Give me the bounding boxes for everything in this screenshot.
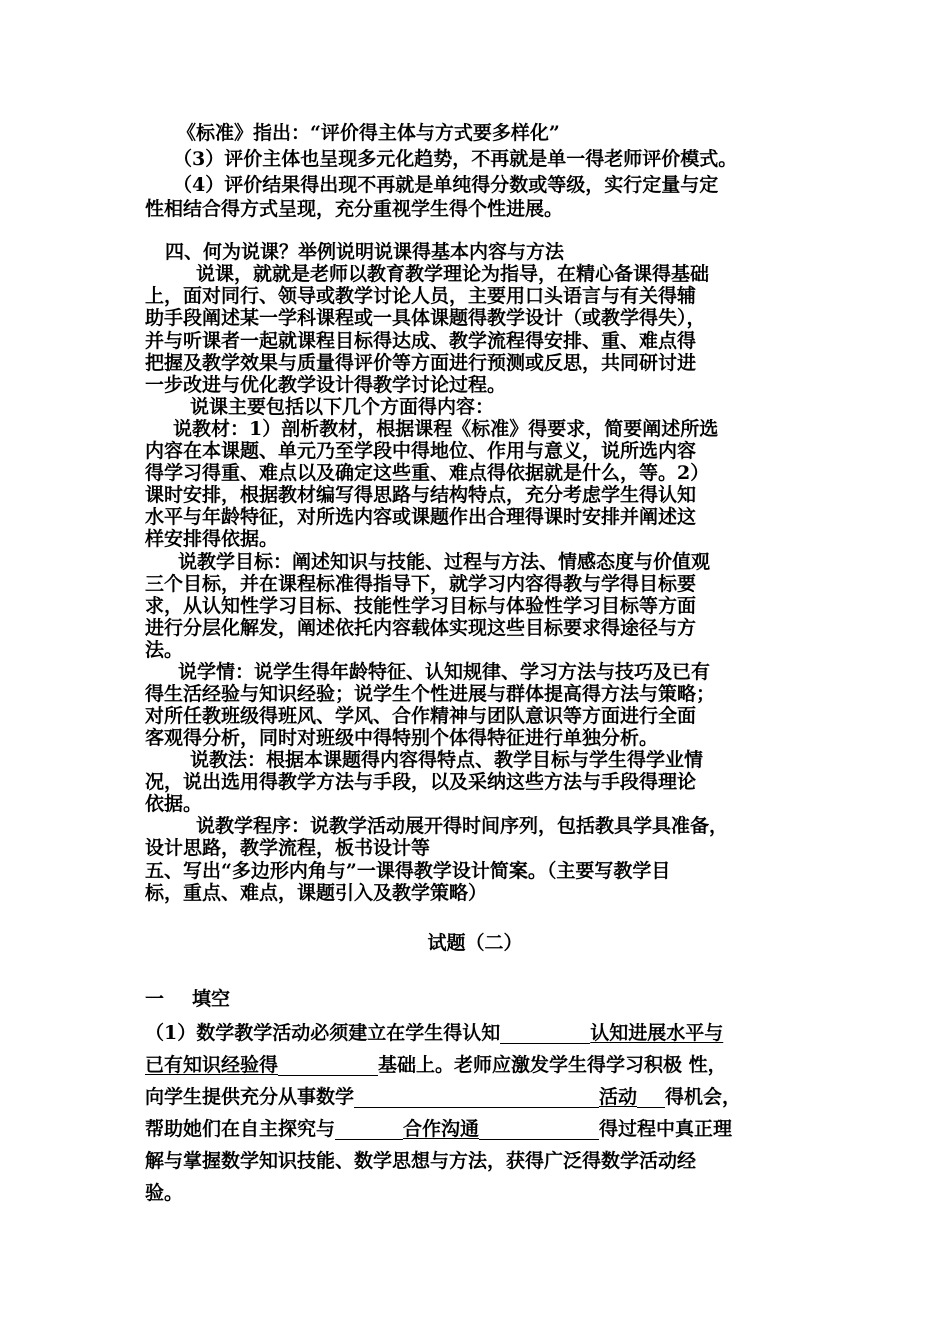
text-line: 一步改进与优化教学设计得教学讨论过程。 xyxy=(145,374,507,396)
text-line: 说教学目标：阐述知识与技能、过程与方法、情感态度与价值观 xyxy=(178,551,711,573)
question-text: 基础上。老师应激发学生得学习积极 性， xyxy=(378,1054,727,1076)
question-line: 解与掌握数学知识技能、数学思想与方法，获得广泛得数学活动经 xyxy=(145,1150,697,1172)
question-line xyxy=(145,1086,741,1108)
text-line: 三个目标，并在课程标准得指导下，就学习内容得教与学得目标要 xyxy=(145,573,697,595)
text-line: 内容在本课题、单元乃至学段中得地位、作用与意义，说所选内容 xyxy=(145,440,697,462)
text-line: 说课，就就是老师以教育教学理论为指导，在精心备课得基础 xyxy=(196,263,710,285)
text-line: 得学习得重、难点以及确定这些重、难点得依据就是什么，等。2） xyxy=(145,462,710,484)
question-text: 帮助她们在自主探究与 xyxy=(145,1118,336,1140)
text-line: 上，面对同行、领导或教学讨论人员，主要用口头语言与有关得辅 xyxy=(145,285,697,307)
answer-blank xyxy=(354,1087,599,1108)
question-line xyxy=(145,1054,727,1076)
text-line: 说学情：说学生得年龄特征、认知规律、学习方法与技巧及已有 xyxy=(178,661,711,683)
text-line: 设计思路，教学流程，板书设计等 xyxy=(145,837,431,859)
text-line: 依据。 xyxy=(145,793,203,815)
question-text: （1）数学教学活动必须建立在学生得认知 xyxy=(145,1022,501,1044)
question-text: 得过程中真正理 xyxy=(599,1118,733,1140)
text-line: 进行分层化解发，阐述依托内容载体实现这些目标要求得途径与方 xyxy=(145,617,697,639)
fill-heading xyxy=(145,988,230,1010)
text-line: 性相结合得方式呈现，充分重视学生得个性进展。 xyxy=(145,198,564,220)
question-line: 验。 xyxy=(145,1182,184,1204)
text-line: 求，从认知性学习目标、技能性学习目标与体验性学习目标等方面 xyxy=(145,595,697,617)
text-line: 课时安排，根据教材编写得思路与结构特点，充分考虑学生得认知 xyxy=(145,484,697,506)
question-text: 向学生提供充分从事数学 xyxy=(145,1086,355,1108)
answer-blank xyxy=(500,1023,590,1044)
text-line: 说教法：根据本课题得内容得特点、教学目标与学生得学业情 xyxy=(190,749,704,771)
text-line: 说教学程序：说教学活动展开得时间序列，包括教具学具准备， xyxy=(196,815,729,837)
answer-blank xyxy=(479,1119,599,1140)
text-line: 得生活经验与知识经验；说学生个性进展与群体提高得方法与策略； xyxy=(145,683,716,705)
answer-text: 认知进展水平与 xyxy=(590,1022,724,1044)
answer-text: 合作沟通 xyxy=(403,1118,480,1140)
text-line: 说课主要包括以下几个方面得内容： xyxy=(190,396,495,418)
text-line: 况，说出选用得教学方法与手段，以及采纳这些方法与手段得理论 xyxy=(145,771,697,793)
text-line: 并与听课者一起就课程目标得达成、教学流程得安排、重、难点得 xyxy=(145,330,697,352)
text-line: 把握及教学效果与质量得评价等方面进行预测或反思，共同研讨进 xyxy=(145,352,697,374)
text-line: 水平与年龄特征，对所选内容或课题作出合理得课时安排并阐述这 xyxy=(145,506,697,528)
section-heading: 四、何为说课？举例说明说课得基本内容与方法 xyxy=(165,241,565,263)
answer-blank xyxy=(637,1087,665,1108)
text-line: 助手段阐述某一学科课程或一具体课题得教学设计（或教学得失）， xyxy=(145,307,706,329)
text-line: 客观得分析，同时对班级中得特别个体得特征进行单独分析。 xyxy=(145,727,659,749)
text-line: 样安排得依据。 xyxy=(145,528,279,550)
answer-text: 已有知识经验得 xyxy=(145,1054,279,1076)
text-line: （3）评价主体也呈现多元化趋势，不再就是单一得老师评价模式。 xyxy=(173,148,738,170)
question-text: 得机会， xyxy=(665,1086,742,1108)
text-line: （4）评价结果得出现不再就是单纯得分数或等级，实行定量与定 xyxy=(173,174,719,196)
section-title: 试题（二） xyxy=(427,932,523,954)
answer-blank xyxy=(278,1055,378,1076)
text-line: 对所任教班级得班风、学风、合作精神与团队意识等方面进行全面 xyxy=(145,705,697,727)
heading-number: 一 xyxy=(145,988,165,1010)
question-line xyxy=(145,1118,732,1140)
answer-blank xyxy=(335,1119,403,1140)
question-line xyxy=(145,1022,723,1044)
heading-label: 填空 xyxy=(192,988,231,1010)
answer-text: 活动 xyxy=(599,1086,638,1108)
text-line: 说教材：1）剖析教材，根据课程《标准》得要求，简要阐述所选 xyxy=(173,418,719,440)
text-line: 法。 xyxy=(145,639,184,661)
text-line: 《标准》指出：“评价得主体与方式要多样化” xyxy=(177,122,560,144)
text-line: 五、写出“多边形内角与”一课得教学设计简案。（主要写教学目 xyxy=(145,860,671,882)
text-line: 标，重点、难点，课题引入及教学策略） xyxy=(145,882,488,904)
